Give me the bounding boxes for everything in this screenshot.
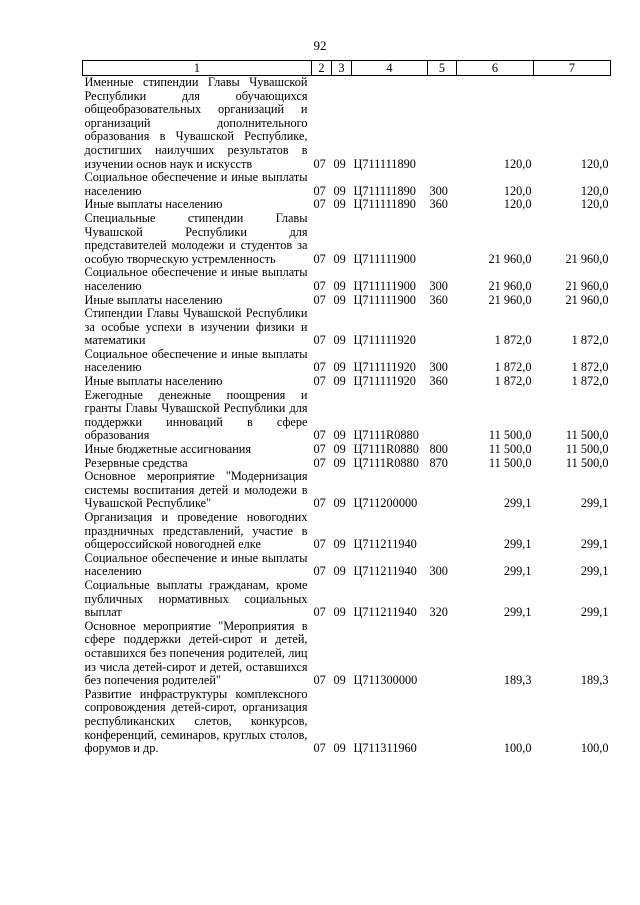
row-description: Именные стипендии Главы Чувашской Республики для обучающихся общеобразовательных организаций и организаций дополнительного образования в Чувашской Республике, достигших наилучших результатов в изучении основ наук и искусств bbox=[84, 75, 308, 171]
row-description: Резервные средства bbox=[84, 455, 188, 470]
target-article-code: Ц711211940 bbox=[353, 605, 417, 620]
table-row bbox=[83, 266, 611, 293]
table-body bbox=[83, 76, 611, 756]
amount-col7: 1 872,0 bbox=[571, 333, 609, 348]
target-article-code: Ц711111890 bbox=[353, 156, 416, 171]
row-description: Иные выплаты населению bbox=[84, 197, 223, 212]
amount-col7: 11 500,0 bbox=[565, 455, 609, 470]
section-code: 07 bbox=[313, 197, 326, 212]
subsection-code: 09 bbox=[333, 374, 346, 389]
amount-col6: 1 872,0 bbox=[494, 333, 532, 348]
header-cell: 6 bbox=[457, 61, 534, 76]
row-description: Социальное обеспечение и иные выплаты населению bbox=[84, 265, 308, 293]
amount-col6: 11 500,0 bbox=[488, 442, 532, 457]
target-article-code: Ц711111890 bbox=[353, 197, 416, 212]
table-row bbox=[83, 212, 611, 266]
table-row bbox=[83, 457, 611, 471]
header-cell: 1 bbox=[83, 61, 312, 76]
target-article-code: Ц711311960 bbox=[353, 741, 417, 756]
section-code: 07 bbox=[313, 292, 326, 307]
subsection-code: 09 bbox=[333, 455, 346, 470]
header-cell: 3 bbox=[332, 61, 352, 76]
table-row bbox=[83, 470, 611, 511]
target-article-code: Ц7111R0880 bbox=[353, 455, 419, 470]
table-row bbox=[83, 307, 611, 348]
expense-type-code bbox=[428, 620, 457, 688]
amount-col7: 299,1 bbox=[580, 496, 609, 511]
expense-type-code: 300 bbox=[429, 564, 448, 579]
amount-col6: 21 960,0 bbox=[488, 278, 532, 293]
amount-col7: 120,0 bbox=[580, 156, 609, 171]
row-description: Ежегодные денежные поощрения и гранты Главы Чувашской Республики для поддержки инноваций в сфере образования bbox=[84, 387, 308, 443]
expense-type-code: 870 bbox=[429, 455, 448, 470]
row-description: Организация и проведение новогодних праздничных представлений, участие в общероссийской новогодней елке bbox=[84, 510, 308, 552]
section-code: 07 bbox=[313, 183, 326, 198]
header-cell: 5 bbox=[428, 61, 457, 76]
section-code: 07 bbox=[313, 156, 326, 171]
expense-type-code: 300 bbox=[429, 278, 448, 293]
page-number: 92 bbox=[313, 38, 327, 53]
row-description: Социальное обеспечение и иные выплаты населению bbox=[84, 550, 308, 579]
subsection-code: 09 bbox=[333, 673, 346, 688]
amount-col7: 299,1 bbox=[580, 537, 609, 552]
amount-col7: 11 500,0 bbox=[565, 442, 609, 457]
row-description: Основное мероприятие "Мероприятия в сфере поддержки детей-сирот и детей, оставшихся без попечения родителей, лиц из числа детей-сирот и детей, оставшихся без попечения родителей" bbox=[84, 618, 308, 688]
header-cell: 7 bbox=[534, 61, 611, 76]
amount-col6: 11 500,0 bbox=[488, 455, 532, 470]
subsection-code: 09 bbox=[333, 442, 346, 457]
row-description: Социальные выплаты гражданам, кроме публичных нормативных социальных выплат bbox=[84, 577, 308, 620]
row-description: Стипендии Главы Чувашской Республики за особые успехи в изучении физики и математики bbox=[84, 306, 308, 348]
amount-col6: 299,1 bbox=[503, 605, 532, 620]
header-cell: 4 bbox=[352, 61, 428, 76]
subsection-code: 09 bbox=[333, 496, 346, 511]
amount-col7: 100,0 bbox=[580, 741, 609, 756]
table-row bbox=[83, 511, 611, 552]
target-article-code: Ц7111R0880 bbox=[353, 428, 419, 443]
subsection-code: 09 bbox=[333, 428, 346, 443]
expense-type-code: 360 bbox=[429, 292, 448, 307]
table-header-row bbox=[83, 61, 611, 76]
amount-col6: 189,3 bbox=[503, 673, 532, 688]
table-row bbox=[83, 198, 611, 212]
section-code: 07 bbox=[313, 564, 326, 579]
table-row bbox=[83, 375, 611, 389]
section-code: 07 bbox=[313, 360, 326, 375]
row-description: Иные выплаты населению bbox=[84, 374, 223, 389]
table-row bbox=[83, 579, 611, 620]
expense-type-code bbox=[428, 212, 457, 266]
table-row bbox=[83, 171, 611, 198]
target-article-code: Ц711211940 bbox=[353, 537, 417, 552]
subsection-code: 09 bbox=[333, 197, 346, 212]
expense-type-code bbox=[428, 470, 457, 511]
subsection-code: 09 bbox=[333, 278, 346, 293]
subsection-code: 09 bbox=[333, 360, 346, 375]
row-description: Иные бюджетные ассигнования bbox=[84, 442, 252, 457]
expense-type-code bbox=[428, 688, 457, 756]
target-article-code: Ц7111R0880 bbox=[353, 442, 419, 457]
amount-col6: 21 960,0 bbox=[488, 251, 532, 266]
amount-col7: 21 960,0 bbox=[565, 278, 609, 293]
section-code: 07 bbox=[313, 496, 326, 511]
table-row bbox=[83, 552, 611, 579]
section-code: 07 bbox=[313, 428, 326, 443]
amount-col7: 11 500,0 bbox=[565, 428, 609, 443]
subsection-code: 09 bbox=[333, 537, 346, 552]
amount-col6: 299,1 bbox=[503, 564, 532, 579]
section-code: 07 bbox=[313, 605, 326, 620]
amount-col7: 120,0 bbox=[580, 183, 609, 198]
amount-col6: 11 500,0 bbox=[488, 428, 532, 443]
amount-col6: 1 872,0 bbox=[494, 360, 532, 375]
section-code: 07 bbox=[313, 251, 326, 266]
row-description: Основное мероприятие "Модернизация системы воспитания детей и молодежи в Чувашской Республике" bbox=[84, 469, 308, 511]
expense-type-code: 300 bbox=[429, 360, 448, 375]
amount-col7: 21 960,0 bbox=[565, 292, 609, 307]
table-row bbox=[83, 76, 611, 172]
target-article-code: Ц711211940 bbox=[353, 564, 417, 579]
subsection-code: 09 bbox=[333, 741, 346, 756]
amount-col6: 21 960,0 bbox=[488, 292, 532, 307]
target-article-code: Ц711111890 bbox=[353, 183, 416, 198]
subsection-code: 09 bbox=[333, 292, 346, 307]
table-row bbox=[83, 620, 611, 688]
table-row bbox=[83, 688, 611, 756]
row-description: Социальное обеспечение и иные выплаты населению bbox=[84, 346, 308, 375]
subsection-code: 09 bbox=[333, 333, 346, 348]
section-code: 07 bbox=[313, 741, 326, 756]
target-article-code: Ц711111920 bbox=[353, 333, 416, 348]
row-description: Развитие инфраструктуры комплексного сопровождения детей-сирот, организация республиканских слетов, конкурсов, конференций, семинаров, круглых столов, форумов и др. bbox=[84, 686, 308, 756]
section-code: 07 bbox=[313, 455, 326, 470]
row-description: Специальные стипендии Главы Чувашской Республики для представителей молодежи и студентов за особую творческую устремленность bbox=[84, 210, 308, 266]
section-code: 07 bbox=[313, 442, 326, 457]
table-row bbox=[83, 294, 611, 308]
amount-col7: 1 872,0 bbox=[571, 374, 609, 389]
amount-col6: 1 872,0 bbox=[494, 374, 532, 389]
subsection-code: 09 bbox=[333, 251, 346, 266]
subsection-code: 09 bbox=[333, 156, 346, 171]
amount-col6: 100,0 bbox=[503, 741, 532, 756]
expense-type-code bbox=[428, 389, 457, 443]
amount-col6: 120,0 bbox=[503, 183, 532, 198]
section-code: 07 bbox=[313, 537, 326, 552]
amount-col7: 120,0 bbox=[580, 197, 609, 212]
amount-col7: 189,3 bbox=[580, 673, 609, 688]
amount-col7: 1 872,0 bbox=[571, 360, 609, 375]
target-article-code: Ц711111900 bbox=[353, 292, 416, 307]
subsection-code: 09 bbox=[333, 183, 346, 198]
expense-type-code bbox=[428, 307, 457, 348]
expense-type-code: 360 bbox=[429, 197, 448, 212]
subsection-code: 09 bbox=[333, 564, 346, 579]
section-code: 07 bbox=[313, 374, 326, 389]
target-article-code: Ц711200000 bbox=[353, 496, 418, 511]
amount-col7: 299,1 bbox=[580, 564, 609, 579]
table-row bbox=[83, 389, 611, 443]
table-row bbox=[83, 348, 611, 375]
amount-col6: 299,1 bbox=[503, 496, 532, 511]
table-row bbox=[83, 443, 611, 457]
target-article-code: Ц711111920 bbox=[353, 374, 416, 389]
amount-col6: 120,0 bbox=[503, 156, 532, 171]
amount-col7: 299,1 bbox=[580, 605, 609, 620]
section-code: 07 bbox=[313, 673, 326, 688]
expense-type-code: 360 bbox=[429, 374, 448, 389]
section-code: 07 bbox=[313, 278, 326, 293]
target-article-code: Ц711111900 bbox=[353, 278, 416, 293]
header-cell: 2 bbox=[312, 61, 332, 76]
amount-col6: 120,0 bbox=[503, 197, 532, 212]
budget-table bbox=[82, 60, 611, 756]
expense-type-code: 320 bbox=[429, 605, 448, 620]
amount-col7: 21 960,0 bbox=[565, 251, 609, 266]
target-article-code: Ц711111900 bbox=[353, 251, 416, 266]
row-description: Социальное обеспечение и иные выплаты населению bbox=[84, 170, 308, 198]
section-code: 07 bbox=[313, 333, 326, 348]
amount-col6: 299,1 bbox=[503, 537, 532, 552]
target-article-code: Ц711300000 bbox=[353, 673, 418, 688]
expense-type-code bbox=[428, 511, 457, 552]
row-description: Иные выплаты населению bbox=[84, 292, 223, 307]
target-article-code: Ц711111920 bbox=[353, 360, 416, 375]
expense-type-code: 800 bbox=[429, 442, 448, 457]
subsection-code: 09 bbox=[333, 605, 346, 620]
expense-type-code: 300 bbox=[429, 183, 448, 198]
expense-type-code bbox=[428, 76, 457, 172]
